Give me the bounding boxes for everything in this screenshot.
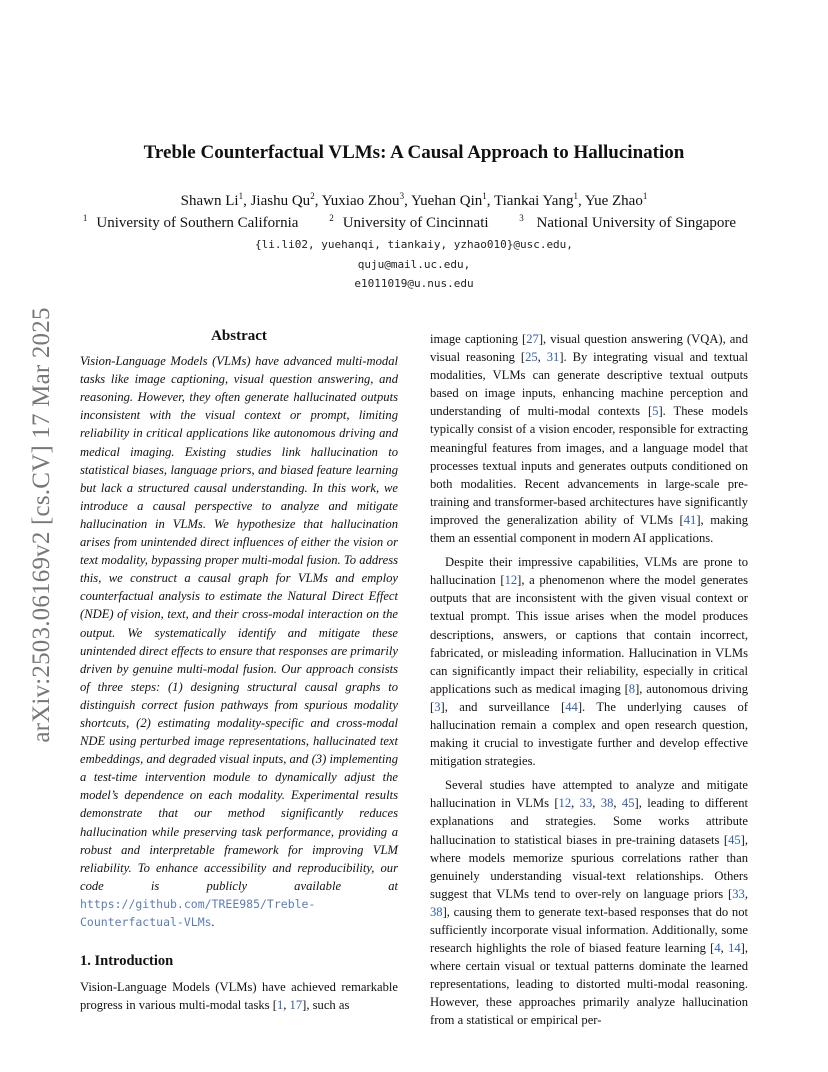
citation-link[interactable]: 44 (565, 699, 578, 714)
arxiv-id-label: arXiv:2503.06169v2 [cs.CV] 17 Mar 2025 (28, 307, 55, 743)
affiliation: $^3$ National University of Singapore (519, 213, 737, 231)
paragraph-text: , (592, 796, 601, 811)
affiliation: $^1$ University of Southern California (82, 213, 299, 231)
paragraph-text: ]. By integrating visual and textual modalities, VLMs can generate descriptive textual outputs based on image inputs, enhancing machine perception and understanding of multi-modal contexts [ (430, 350, 748, 419)
citation-link[interactable]: 33 (579, 796, 593, 811)
citation-link[interactable]: 14 (728, 941, 741, 956)
citation-link[interactable]: 5 (652, 404, 659, 419)
paragraph-text: , (613, 796, 622, 811)
affiliation: $^2$ University of Cincinnati (329, 213, 489, 231)
author: Yuehan Qin$^1$ (411, 191, 487, 209)
affiliation-list (0, 215, 828, 232)
left-column (80, 327, 398, 1014)
author: Shawn Li$^1$ (180, 191, 244, 209)
citation-link[interactable]: 38 (430, 904, 443, 919)
citation-link[interactable]: 25 (525, 350, 538, 365)
email-line: quju@mail.uc.edu, (357, 258, 471, 271)
paragraph-text: Several studies have attempted to analyze and mitigate hallucination in VLMs [ (430, 778, 748, 811)
citation-link[interactable]: 45 (621, 796, 635, 811)
paper-title: Treble Counterfactual VLMs: A Causal Approach to Hallucination (143, 142, 685, 163)
paragraph-text: ], visual question answering (VQA), and visual reasoning [ (430, 332, 748, 365)
paragraph-text: ]. The underlying causes of hallucination remain a complex and open research question, making it crucial to investigate further and develop effective mitigation strategies. (430, 699, 748, 769)
author: Yue Zhao$^1$ (584, 191, 648, 209)
author: Yuxiao Zhou$^3$ (321, 191, 405, 209)
citation-link[interactable]: 17 (289, 998, 303, 1013)
paragraph-text: ], autonomous driving [ (430, 681, 748, 714)
paragraph-text: ], and surveillance [ (440, 699, 566, 714)
paragraph-text: ], a phenomenon where the model generates outputs that are inconsistent with the given visual context or textual prompt. This issue arises when the model produces descriptions, answers, or captions that contain incorrect, fabricated, or misleading information. Hallucination in VLMs can significantly impact their reliability, especially in critical applications such as medical imaging [ (430, 573, 748, 696)
body-paragraph (430, 553, 748, 770)
abstract-heading: Abstract (211, 328, 267, 344)
citation-link[interactable]: 27 (526, 332, 539, 346)
email-line: {li.li02, yuehanqi, tiankaiy, yzhao010}@usc.edu, (255, 238, 573, 251)
citation-link[interactable]: 12 (504, 573, 518, 588)
abstract-body: Vision-Language Models (VLMs) have advanced multi-modal tasks like image captioning, visual question answering, and reasoning. However, they often generate hallucinated outputs inconsistent with the visual context or prompt, limiting reliability in critical applications like autonomous driving and medical imaging. Existing studies link hallucination to statistical biases, language priors, and biased feature learning but lack a structured causal understanding. In this work, we introduce a causal perspective to analyze and mitigate hallucination in VLMs. We hypothesize that hallucination arises from unintended direct influences of either the vision or text modality, bypassing proper multi-modal fusion. To address this, we construct a causal graph for VLMs and employ counterfactual analysis to estimate the Natural Direct Effect (NDE) of vision, text, and their cross-modal interaction on the output. We systematically identify and mitigate these unintended direct effects to ensure that responses are primarily driven by genuine multi-modal fusion. Our approach consists of three steps: (1) designing structural causal graphs to distinguish correct fusion pathways from spurious modality shortcuts, (2) estimating modality-specific and cross-modal NDE using perturbed image representations, hallucinated text embeddings, and degraded visual inputs, and (3) implementing a test-time intervention module to dynamically adjust the model’s dependence on each modality. Experimental results demonstrate that our method significantly reduces hallucination while preserving task performance, providing a robust and interpretable framework for improving VLM reliability. To enhance accessibility and reproducibility, our code is publicly available at https://github.com/TREE985/Treble-Counterfactual-VLMs. (80, 354, 398, 929)
citation-link[interactable]: 31 (546, 350, 560, 365)
citation-link[interactable]: 4 (714, 941, 721, 956)
citation-link[interactable]: 41 (683, 512, 697, 527)
paragraph-text: ], making them an essential component in modern AI applications. (430, 512, 748, 546)
paragraph-text: ], causing them to generate text-based responses that do not sufficiently incorporate visual information. Additionally, some research highlights the role of biased feature learning [ (430, 904, 748, 956)
paragraph-text: , (571, 796, 580, 811)
citation-link[interactable]: 33 (732, 886, 745, 901)
paragraph-text: , (744, 886, 748, 901)
right-column (430, 330, 748, 1036)
code-link[interactable]: https://github.com/TREE985/Treble-Counterfactual-VLMs (80, 896, 316, 929)
email-line: e1011019@u.nus.edu (354, 277, 474, 290)
citation-link[interactable]: 3 (434, 699, 441, 714)
paragraph-text: , (537, 350, 547, 365)
paragraph-text: , (720, 941, 729, 956)
author-list: Shawn Li$^1$, Jiashu Qu$^2$, Yuxiao Zhou$^3$, Yuehan Qin$^1$, Tiankai Yang$^1$, Yue Zhao$^1$ (180, 191, 648, 209)
intro-paragraph: Vision-Language Models (VLMs) have achieved remarkable progress in various multi-modal tasks [1, 17], such as (80, 980, 398, 1013)
citation-link[interactable]: 12 (558, 796, 572, 811)
section-heading-introduction: 1. Introduction (80, 953, 174, 970)
paragraph-text: ], where models memorize spurious correlations rather than genuinely understanding visual-text relationships. Others suggest that VLMs tend to over-rely on language priors [ (430, 832, 748, 901)
paragraph-text: ]. These models typically consist of a vision encoder, responsible for extracting meaningful features from images, and a language model that processes textual inputs and generates outputs conditioned on both modalities. Recent advancements in large-scale pre-training and transformer-based architectures have significantly improved the generalization ability of VLMs [ (430, 404, 748, 527)
arxiv-sidebar-stamp (30, 285, 54, 765)
citation-link[interactable]: 8 (628, 681, 636, 696)
paragraph-text: image captioning [ (430, 332, 527, 346)
body-paragraph (430, 330, 748, 547)
author: Jiashu Qu$^2$ (250, 191, 315, 209)
paragraph-text: ], where certain visual or textual patterns dominate the learned representations, leading to distorted multi-modal reasoning. However, these approaches primarily analyze hallucination from a statistical or empirical per- (430, 941, 748, 1028)
body-paragraph (430, 776, 748, 1029)
paragraph-text: Despite their impressive capabilities, VLMs are prone to hallucination [ (430, 555, 748, 588)
citation-link[interactable]: 45 (728, 832, 741, 847)
citation-link[interactable]: 38 (600, 796, 614, 811)
author: Tiankai Yang$^1$ (494, 191, 578, 209)
paragraph-text: ], leading to different explanations and strategies. Some works attribute hallucination to statistical biases in pre-training datasets [ (430, 796, 748, 847)
citation-link[interactable]: 1 (276, 998, 284, 1013)
